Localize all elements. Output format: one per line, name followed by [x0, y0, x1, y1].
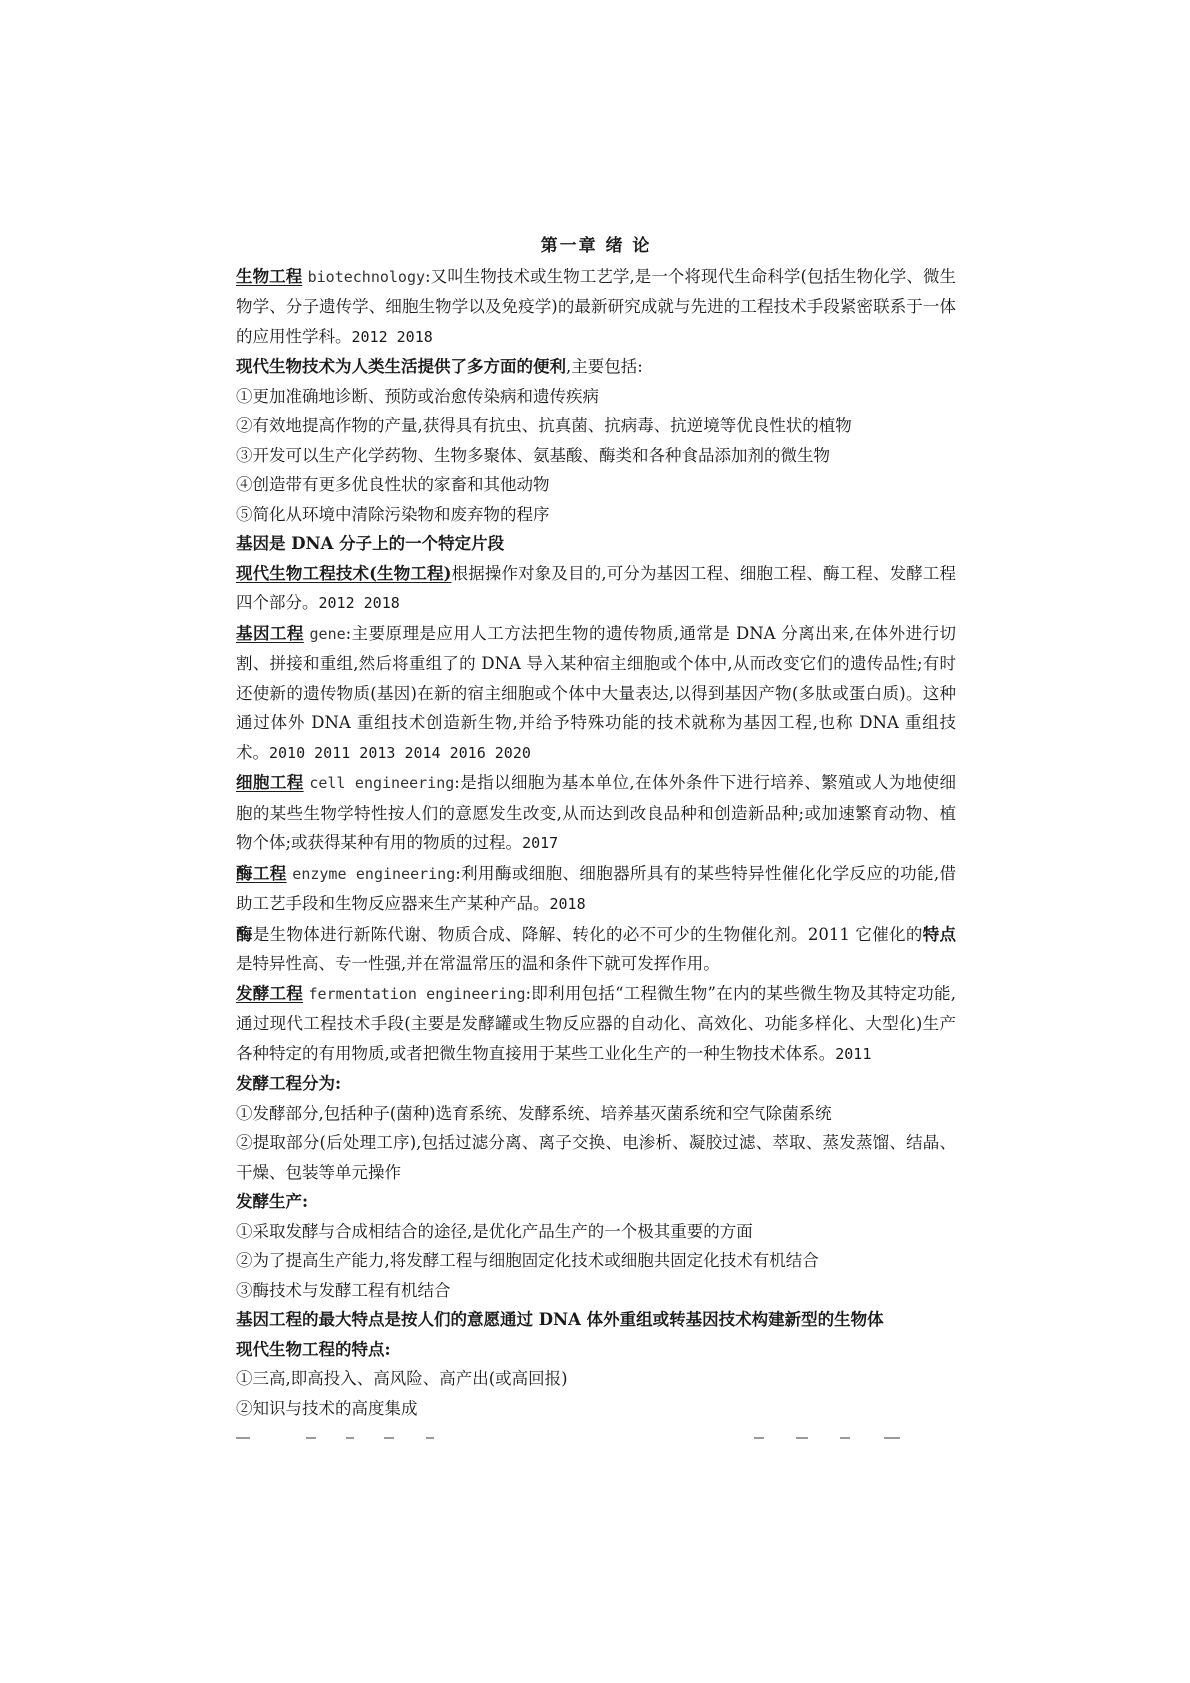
list-item: ②提取部分(后处理工序),包括过滤分离、离子交换、电渗析、凝胶过滤、萃取、蒸发蒸馏、结晶、干燥、包装等单元操作 [236, 1133, 956, 1182]
list-item: ②有效地提高作物的产量,获得具有抗虫、抗真菌、抗病毒、抗逆境等优良性状的植物 [236, 416, 852, 435]
years-cell-engineering: 2017 [522, 834, 559, 852]
list-item: ④创造带有更多优良性状的家畜和其他动物 [236, 475, 550, 494]
gene-engineering-feature: 基因工程的最大特点是按人们的意愿通过 DNA 体外重组或转基因技术构建新型的生物体 [236, 1310, 884, 1329]
features-heading: 现代生物工程的特点: [236, 1339, 391, 1359]
latin-enzyme-engineering: enzyme engineering [292, 864, 456, 883]
feature-bold: 特点 [922, 924, 957, 944]
years-enzyme-engineering: 2018 [549, 895, 586, 913]
latin-cell-engineering: cell engineering [309, 774, 455, 792]
list-item: ②为了提高生产能力,将发酵工程与细胞固定化技术或细胞共固定化技术有机结合 [236, 1251, 819, 1270]
years-modern-bioengineering: 2012 2018 [318, 594, 400, 612]
enzyme-text-1: 是生物体进行新陈代谢、物质合成、降解、转化的必不可少的生物催化剂。2011 它催化的 [252, 924, 923, 944]
list-item: ①发酵部分,包括种子(菌种)选育系统、发酵系统、培养基灭菌系统和空气除菌系统 [236, 1103, 832, 1123]
fermentation-production-heading: 发酵生产: [236, 1192, 309, 1211]
para-fermentation-engineering [236, 979, 956, 1070]
latin-genetic-engineering: gene [309, 624, 346, 643]
fermentation-types-heading: 发酵工程分为: [236, 1074, 342, 1093]
list-item: ③酶技术与发酵工程有机结合 [236, 1280, 451, 1300]
years-fermentation-engineering: 2011 [835, 1044, 872, 1063]
term-cell-engineering: 细胞工程 [236, 773, 304, 792]
list-item: ①更加准确地诊断、预防或治愈传染病和遗传疾病 [236, 386, 599, 406]
cut-off-line-fragments [236, 1437, 956, 1443]
benefits-heading: 现代生物技术为人类生活提供了多方面的便利 [236, 357, 566, 376]
text-genetic-engineering: :主要原理是应用人工方法把生物的遗传物质,通常是 DNA 分离出来,在体外进行切割、拼接和重组,然后将重组了的 DNA 导入某种宿主细胞或个体中,从而改变它们的遗传品性;有时还使新的遗传物质(基因)在新的宿主细胞或个体中大量表达,以得到基因产物(多肽或蛋白质)。这种通过体外 DNA 重组技术创造新生物,并给予特殊功能的技术就称为基因工程,也称 DNA 重组技术。 [236, 623, 957, 762]
term-modern-bioengineering: 现代生物工程技术(生物工程) [236, 563, 452, 583]
list-item: ①三高,即高投入、高风险、高产出(或高回报) [236, 1369, 568, 1388]
term-genetic-engineering: 基因工程 [236, 623, 304, 643]
document-page [236, 232, 956, 1443]
list-item: ②知识与技术的高度集成 [236, 1398, 418, 1418]
list-item: ①采取发酵与合成相结合的途径,是优化产品生产的一个极其重要的方面 [236, 1221, 753, 1241]
list-item: ③开发可以生产化学药物、生物多聚体、氨基酸、酶类和各种食品添加剂的微生物 [236, 445, 830, 465]
para-genetic-engineering [236, 619, 956, 769]
term-fermentation-engineering: 发酵工程 [236, 983, 304, 1003]
text-biotechnology: :又叫生物技术或生物工艺学,是一个将现代生命科学(包括生物化学、微生物学、分子遗传学、细胞生物学以及免疫学)的最新研究成就与先进的工程技术手段紧密联系于一体的应用性学科。 [236, 266, 957, 346]
para-biotechnology [236, 262, 956, 353]
para-enzyme-engineering [236, 859, 956, 920]
gene-definition: 基因是 DNA 分子上的一个特定片段 [236, 534, 505, 553]
text-modern-bioengineering: 根据操作对象及目的,可分为基因工程、细胞工程、酶工程、发酵工程四个部分。 [236, 563, 956, 612]
para-modern-bioengineering [236, 559, 956, 619]
list-item: ⑤简化从环境中清除污染物和废弃物的程序 [236, 504, 550, 524]
chapter-title: 第一章 绪 论 [540, 236, 652, 256]
latin-fermentation-engineering: fermentation engineering [308, 984, 526, 1003]
benefits-text: ,主要包括: [566, 357, 643, 376]
para-enzyme [236, 920, 956, 979]
enzyme-bold: 酶 [236, 924, 253, 944]
term-enzyme-engineering: 酶工程 [236, 863, 287, 883]
para-cell-engineering [236, 768, 956, 859]
latin-biotechnology: biotechnology [307, 267, 426, 286]
para-benefits [236, 352, 956, 382]
term-biotechnology: 生物工程 [236, 266, 303, 286]
text-fermentation-engineering: :即利用包括“工程微生物”在内的某些微生物及其特定功能,通过现代工程技术手段(主要是发酵罐或生物反应器的自动化、高效化、功能多样化、大型化)生产各种特定的有用物质,或者把微生物直接用于某些工业化生产的一种生物技术体系。 [236, 983, 956, 1063]
enzyme-text-2: 是特异性高、专一性强,并在常温常压的温和条件下就可发挥作用。 [236, 954, 720, 973]
text-cell-engineering: :是指以细胞为基本单位,在体外条件下进行培养、繁殖或人为地使细胞的某些生物学特性按人们的意愿发生改变,从而达到改良品种和创造新品种;或加速繁育动物、植物个体;或获得某种有用的物质的过程。 [236, 773, 957, 852]
years-biotechnology: 2012 2018 [351, 327, 433, 346]
text-enzyme-engineering: :利用酶或细胞、细胞器所具有的某些特异性催化化学反应的功能,借助工艺手段和生物反应器来生产某种产品。 [236, 863, 957, 913]
years-genetic-engineering: 2010 2011 2013 2014 2016 2020 [269, 743, 531, 762]
